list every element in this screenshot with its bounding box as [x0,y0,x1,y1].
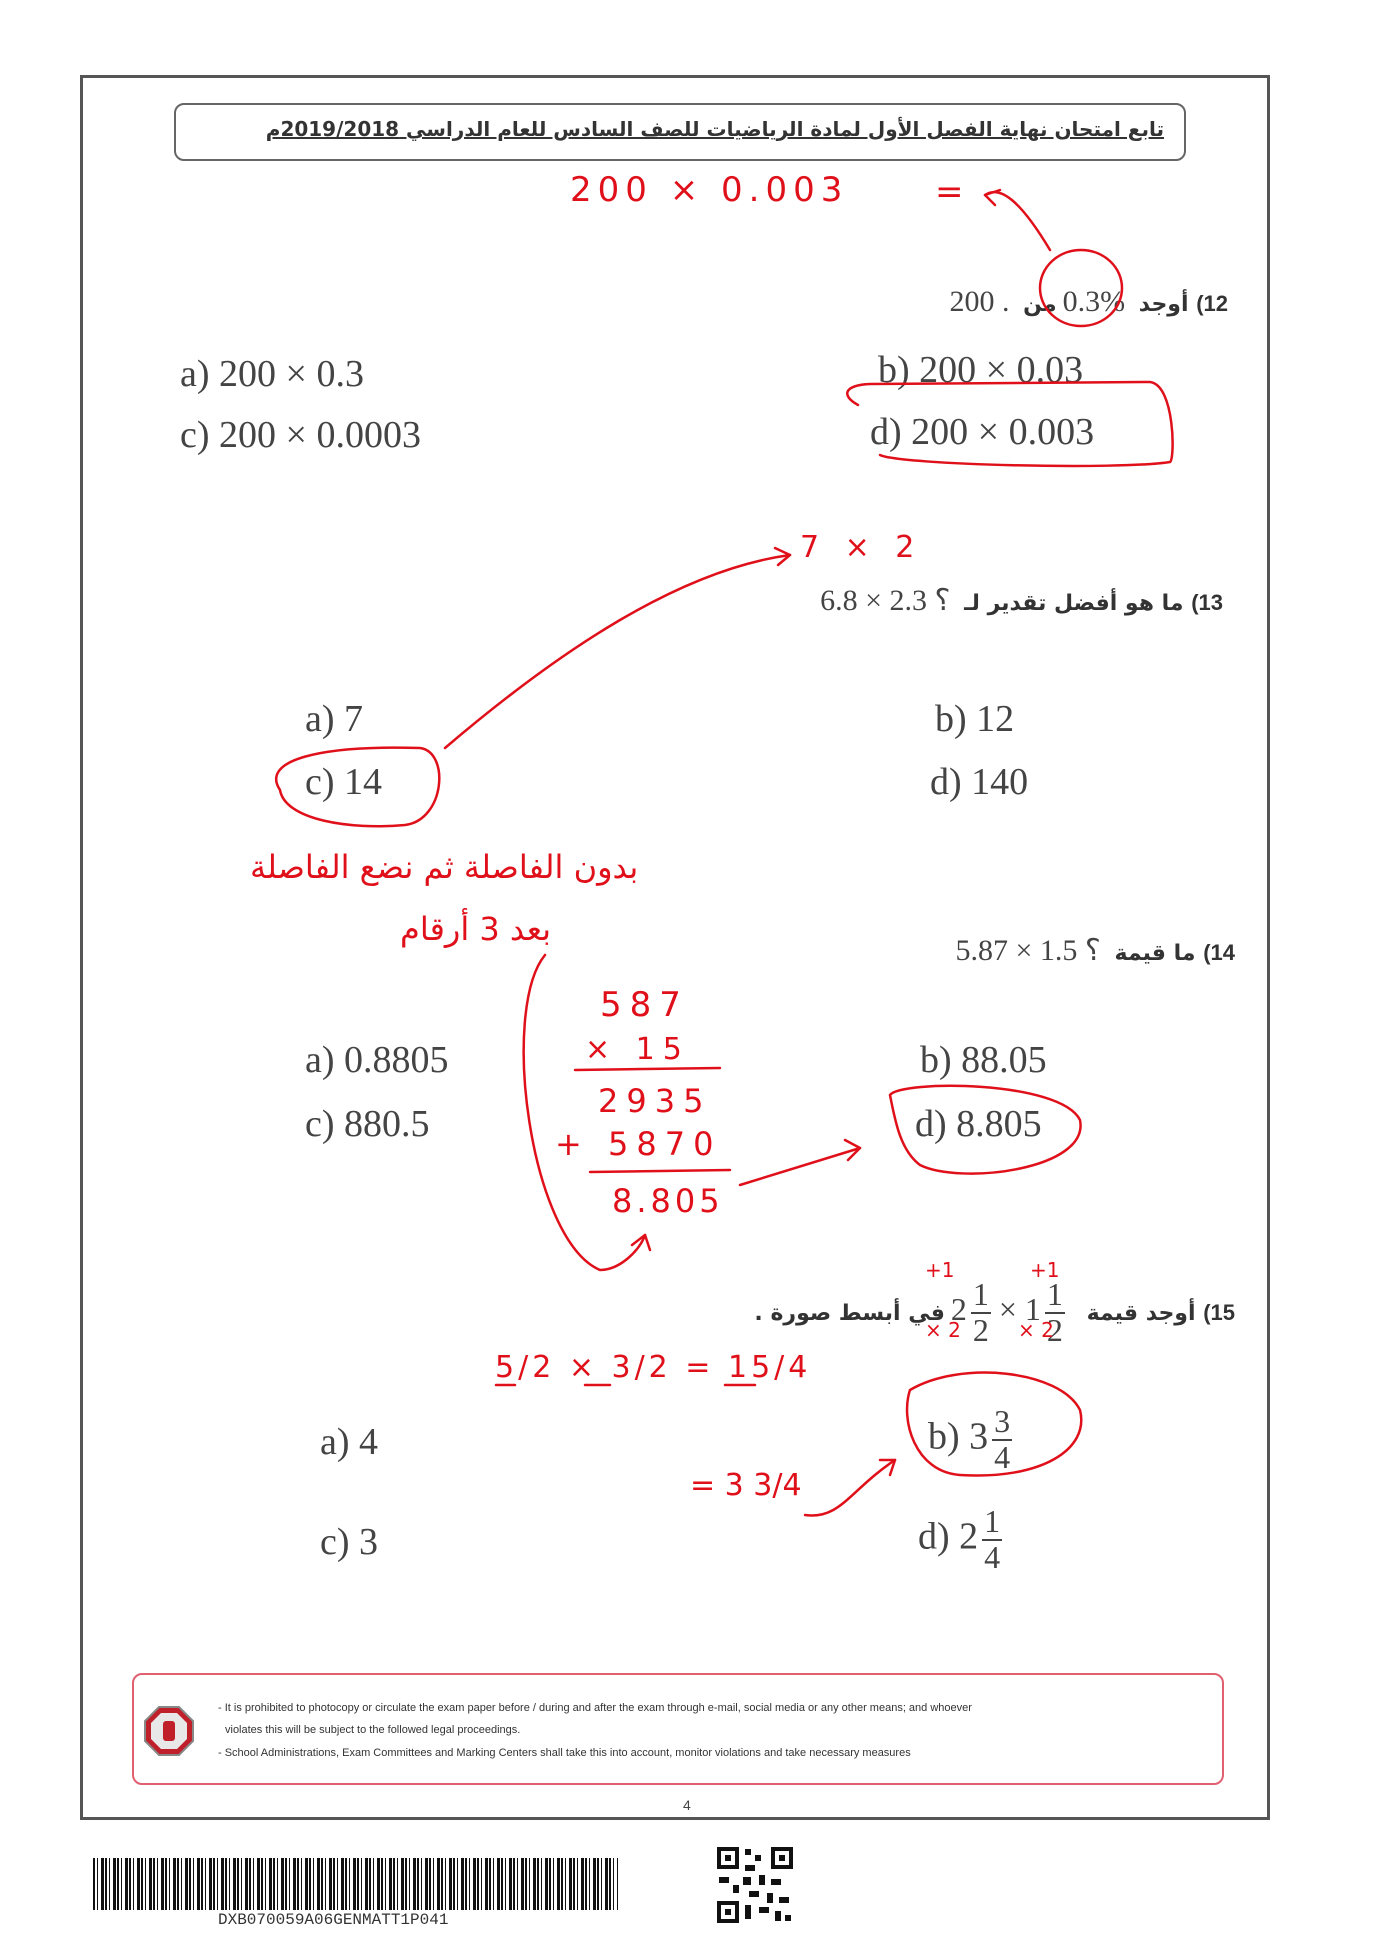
q13-option-c[interactable]: c) 14 [305,761,383,803]
question-12-number: 12) [1196,291,1228,316]
question-15 [754,1278,1235,1347]
q12-option-d[interactable]: d) 200 × 0.003 [870,411,1095,453]
question-12 [943,285,1228,319]
q14-option-b[interactable]: b) 88.05 [920,1039,1047,1081]
hw-q14-partial2: + 5870 [555,1125,722,1163]
hw-times-1: × 2 [925,1318,961,1342]
hw-q15-result: = 3 3/4 [690,1468,802,1503]
hw-q12-calc: 200 × 0.003 [570,170,849,210]
exam-header-title: تابع امتحان نهاية الفصل الأول لمادة الرياضيات للصف السادس للعام الدراسي 2019/2018م [265,117,1164,141]
question-12-percent: 0.3% [1062,285,1126,318]
footer-line-1: - It is prohibited to photocopy or circulate the exam paper before / during and after the exam through e-mail, social media or any other means; and whoever [218,1702,972,1714]
hw-q12-equals: = [935,172,964,212]
question-14-number: 14) [1203,940,1235,965]
q12-option-a[interactable]: a) 200 × 0.3 [180,353,364,395]
mixed2-whole: 1 [1024,1290,1041,1327]
q14-option-c[interactable]: c) 880.5 [305,1103,430,1145]
q15-option-d-label: d) 2 [918,1515,979,1558]
hw-q14-mult2: × 15 [585,1032,690,1067]
q15-option-c[interactable]: c) 3 [320,1521,379,1563]
q15-option-d[interactable] [918,1505,1002,1574]
question-13-expression: 6.8 × 2.3 ؟ [820,584,951,617]
question-12-prefix: أوجد [1138,292,1189,317]
stop-hand-icon [143,1705,195,1757]
mixed1-den: 2 [972,1311,989,1348]
page-number: 4 [683,1797,691,1813]
q14-option-a[interactable]: a) 0.8805 [305,1039,449,1081]
hw-q14-note1: بدون الفاصلة ثم نضع الفاصلة [250,848,639,886]
footer-line-3: - School Administrations, Exam Committees and Marking Centers shall take this into account, monitor violations and take necessary measures [218,1747,911,1759]
barcode-code: DXB070059A06GENMATT1P041 [218,1911,449,1929]
q15-option-a[interactable]: a) 4 [320,1421,379,1463]
question-14 [949,933,1235,968]
q14-option-d[interactable]: d) 8.805 [915,1103,1042,1145]
barcode [93,1858,618,1910]
question-15-suffix: في أبسط صورة . [754,1300,945,1326]
q15-option-d-den: 4 [984,1538,1001,1575]
q13-option-d[interactable]: d) 140 [930,761,1029,803]
q13-option-a[interactable]: a) 7 [305,698,364,740]
question-14-expression: 5.87 × 1.5 ؟ [955,934,1101,967]
q15-option-b-label: b) 3 [928,1415,989,1458]
mixed1-num: 1 [972,1276,989,1312]
q15-option-b-num: 3 [994,1403,1011,1439]
hw-plus-2: +1 [1030,1258,1060,1282]
mixed1-whole: 2 [950,1290,967,1327]
question-12-value: 200 . [949,285,1010,318]
exam-header [174,103,1186,161]
hw-q13-calc: 7 × 2 [800,530,923,565]
footer-line-2: violates this will be subject to the followed legal proceedings. [225,1724,521,1736]
hw-times-2: × 2 [1018,1318,1054,1342]
question-15-number: 15) [1203,1299,1235,1325]
hw-q14-result: 8.805 [612,1182,724,1220]
q13-option-b[interactable]: b) 12 [935,698,1015,740]
question-13-number: 13) [1191,590,1223,615]
hw-q14-mult1: 587 [600,985,689,1025]
mixed2-num: 1 [1046,1276,1063,1312]
question-13-text: ما هو أفضل تقدير لـ [964,591,1184,616]
times-sign: × [998,1290,1017,1327]
hw-q14-note2: بعد 3 أرقام [400,910,552,948]
q15-option-b-den: 4 [994,1438,1011,1475]
q12-option-b[interactable]: b) 200 × 0.03 [878,349,1084,391]
question-14-text: ما قيمة [1114,941,1196,966]
hw-plus-1: +1 [925,1258,955,1282]
mixed2-den: 2 [1046,1311,1063,1348]
q15-option-b[interactable] [928,1405,1012,1474]
question-15-text: أوجد قيمة [1086,1300,1196,1326]
question-15-expression [950,1276,1073,1348]
qr-code [715,1845,795,1925]
q12-option-c[interactable]: c) 200 × 0.0003 [180,414,421,456]
hw-q15-calc: 5/2 × 3/2 = 15/4 [495,1350,812,1385]
question-13 [814,583,1223,618]
question-12-mid: من [1023,292,1057,317]
q15-option-d-num: 1 [984,1503,1001,1539]
hw-q14-partial1: 2935 [598,1082,712,1120]
